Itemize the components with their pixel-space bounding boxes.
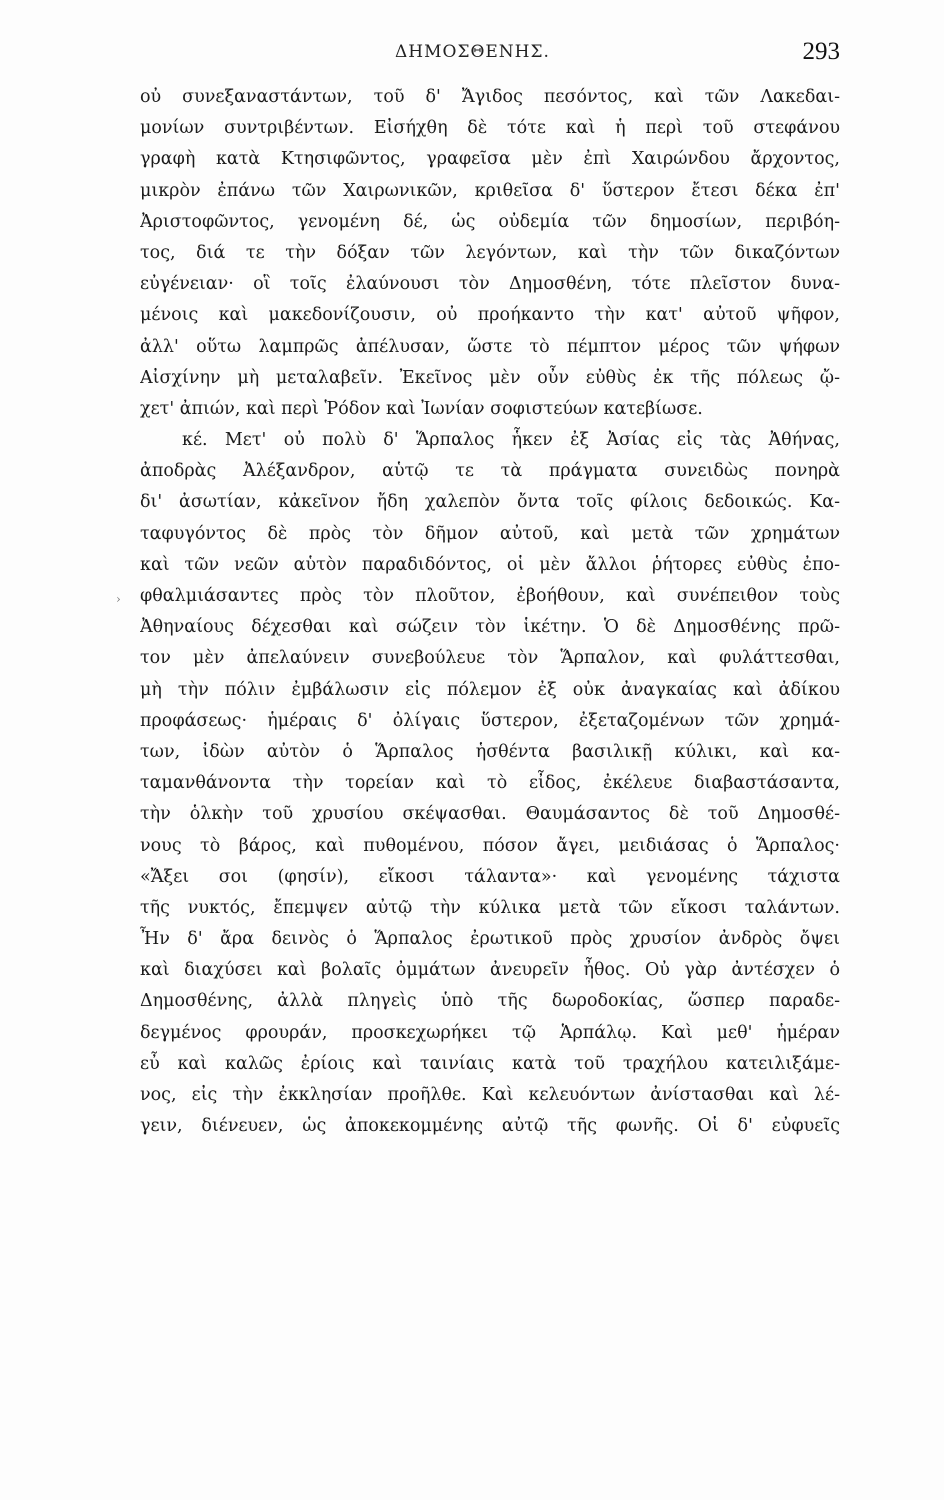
text-line: ταμανθάνοντα τὴν τορείαν καὶ τὸ εἶδος, ἐκέλευε διαβαστάσαντα,	[140, 773, 840, 794]
text-line: Δημοσθένης, ἀλλὰ πληγεὶς ὑπὸ τῆς δωροδοκίας, ὥσπερ παραδε-	[140, 991, 840, 1012]
text-line: μὴ τὴν πόλιν ἐμβάλωσιν εἰς πόλεμον ἐξ οὐκ ἀναγκαίας καὶ ἀδίκου	[140, 679, 840, 700]
text-line: μονίων συντριβέντων. Εἰσήχθη δὲ τότε καὶ ἡ περὶ τοῦ στεφάνου	[140, 118, 840, 139]
text-line: γειν, διένευεν, ὡς ἀποκεκομμένης αὐτῷ τῆς φωνῆς. Οἱ δ' εὐφυεῖς	[140, 1116, 840, 1137]
text-line: καὶ διαχύσει καὶ βολαῖς ὀμμάτων ἀνευρεῖν ἦθος. Οὐ γὰρ ἀντέσχεν ὁ	[140, 960, 840, 981]
text-line: τὴν ὁλκὴν τοῦ χρυσίου σκέψασθαι. Θαυμάσαντος δὲ τοῦ Δημοσθέ-	[140, 804, 840, 825]
text-line: δεγμένος φρουράν, προσκεχωρήκει τῷ Ἁρπάλῳ. Καὶ μεθ' ἡμέραν	[140, 1022, 840, 1043]
text-line: καὶ τῶν νεῶν αὑτὸν παραδιδόντος, οἱ μὲν ἄλλοι ῥήτορες εὐθὺς ἐπο-	[140, 554, 840, 575]
page-header	[140, 38, 840, 72]
margin-mark: ›	[116, 592, 121, 606]
text-line: νους τὸ βάρος, καὶ πυθομένου, πόσον ἄγει, μειδιάσας ὁ Ἅρπαλος·	[140, 835, 840, 856]
text-line: χετ' ἀπιών, καὶ περὶ Ῥόδον καὶ Ἰωνίαν σοφιστεύων κατεβίωσε.	[140, 398, 703, 419]
text-line: δι' ἀσωτίαν, κἀκεῖνον ἤδη χαλεπὸν ὄντα τοῖς φίλοις δεδοικώς. Κα-	[140, 492, 840, 513]
text-line: «Ἄξει σοι (φησίν), εἴκοσι τάλαντα»· καὶ γενομένης τάχιστα	[140, 866, 840, 887]
text-line: φθαλμιάσαντες πρὸς τὸν πλοῦτον, ἐβοήθουν, καὶ συνέπειθον τοὺς	[140, 586, 840, 606]
text-line: τῆς νυκτός, ἔπεμψεν αὐτῷ τὴν κύλικα μετὰ τῶν εἴκοσι ταλάντων.	[140, 897, 840, 918]
text-line: των, ἰδὼν αὐτὸν ὁ Ἅρπαλος ἡσθέντα βασιλικῇ κύλικι, καὶ κα-	[140, 741, 840, 762]
section-first-line: κέ. Μετ' οὐ πολὺ δ' Ἅρπαλος ἧκεν ἐξ Ἀσίας εἰς τὰς Ἀθήνας,	[182, 430, 840, 451]
text-line: νος, εἰς τὴν ἐκκλησίαν προῆλθε. Καὶ κελευόντων ἀνίστασθαι καὶ λέ-	[140, 1085, 840, 1105]
text-line: τον μὲν ἀπελαύνειν συνεβούλευε τὸν Ἅρπαλον, καὶ φυλάττεσθαι,	[140, 648, 840, 669]
text-line: γραφὴ κατὰ Κτησιφῶντος, γραφεῖσα μὲν ἐπὶ Χαιρώνδου ἄρχοντος,	[140, 149, 840, 170]
running-title: ΔΗΜΟΣΘΕΝΗΣ.	[395, 42, 550, 62]
text-line: οὐ συνεξαναστάντων, τοῦ δ' Ἄγιδος πεσόντος, καὶ τῶν Λακεδαι-	[140, 87, 840, 107]
text-line: ἀλλ' οὕτω λαμπρῶς ἀπέλυσαν, ὥστε τὸ πέμπτον μέρος τῶν ψήφων	[140, 336, 840, 357]
text-line: Ἀριστοφῶντος, γενομένη δέ, ὡς οὐδεμία τῶν δημοσίων, περιβόη-	[140, 211, 840, 232]
text-line: μένοις καὶ μακεδονίζουσιν, οὐ προήκαντο τὴν κατ' αὐτοῦ ψῆφον,	[140, 305, 840, 326]
text-line: Ἦν δ' ἄρα δεινὸς ὁ Ἅρπαλος ἐρωτικοῦ πρὸς χρυσίον ἀνδρὸς ὄψει	[140, 929, 840, 950]
text-line: εὐγένειαν· οἳ τοῖς ἐλαύνουσι τὸν Δημοσθένη, τότε πλεῖστον δυνα-	[140, 274, 840, 295]
body-text	[140, 82, 840, 1142]
text-line: μικρὸν ἐπάνω τῶν Χαιρωνικῶν, κριθεῖσα δ' ὕστερον ἔτεσι δέκα ἐπ'	[140, 180, 840, 201]
text-line: τος, διά τε τὴν δόξαν τῶν λεγόντων, καὶ τὴν τῶν δικαζόντων	[140, 242, 840, 263]
text-line: ταφυγόντος δὲ πρὸς τὸν δῆμον αὐτοῦ, καὶ μετὰ τῶν χρημάτων	[140, 523, 840, 544]
page-number: 293	[802, 38, 840, 65]
text-line: προφάσεως· ἡμέραις δ' ὀλίγαις ὕστερον, ἐξεταζομένων τῶν χρημά-	[140, 710, 840, 731]
text-line: εὖ καὶ καλῶς ἐρίοις καὶ ταινίαις κατὰ τοῦ τραχήλου κατειλιξάμε-	[140, 1053, 840, 1074]
text-line: ἀποδρὰς Ἀλέξανδρον, αὑτῷ τε τὰ πράγματα συνειδὼς πονηρὰ	[140, 461, 840, 482]
text-line: Αἰσχίνην μὴ μεταλαβεῖν. Ἐκεῖνος μὲν οὖν εὐθὺς ἐκ τῆς πόλεως ᾤ-	[140, 367, 840, 388]
text-line: Ἀθηναίους δέχεσθαι καὶ σώζειν τὸν ἱκέτην. Ὁ δὲ Δημοσθένης πρῶ-	[140, 617, 840, 638]
